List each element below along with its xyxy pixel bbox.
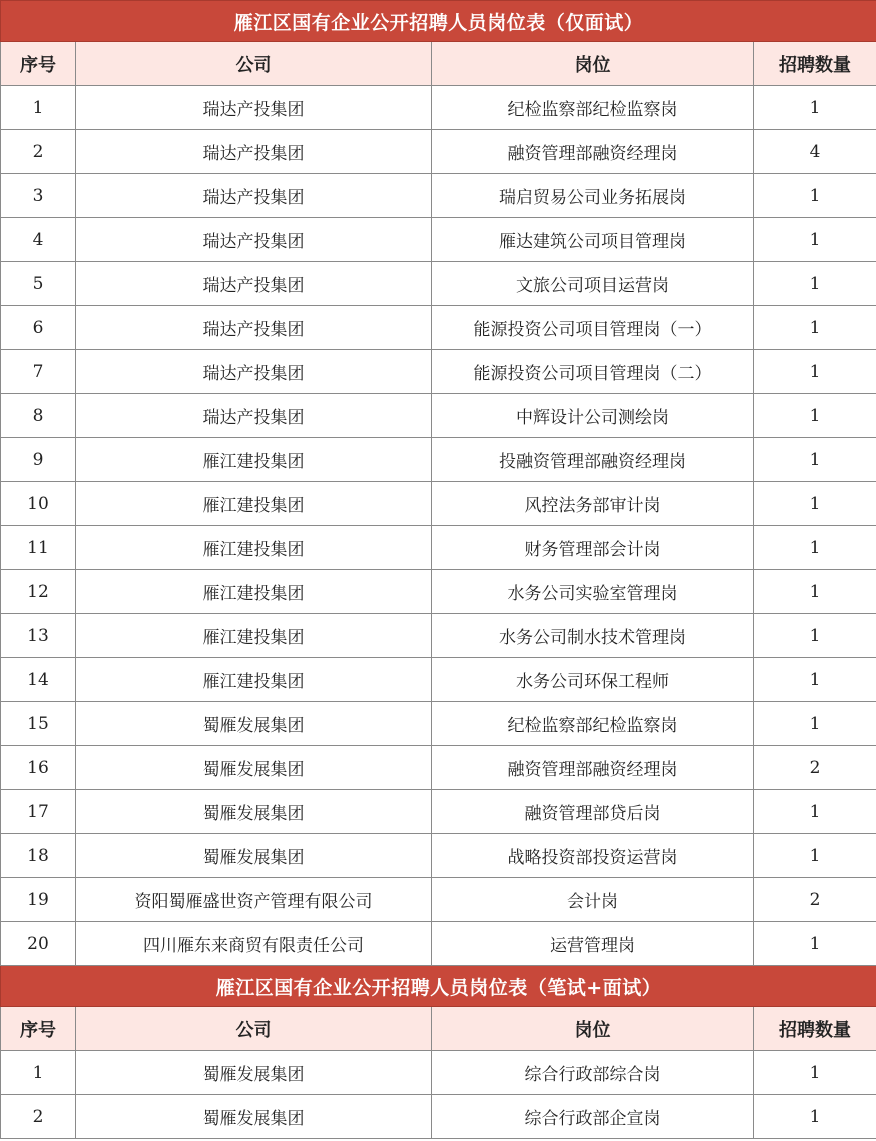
- cell-index: 18: [1, 834, 76, 878]
- cell-index: 20: [1, 922, 76, 966]
- cell-count: 1: [754, 922, 876, 966]
- cell-company: 瑞达产投集团: [76, 350, 432, 394]
- cell-count: 1: [754, 1095, 876, 1139]
- cell-company: 雁江建投集团: [76, 570, 432, 614]
- cell-count: 1: [754, 482, 876, 526]
- table-row: [1, 306, 876, 350]
- cell-position: 纪检监察部纪检监察岗: [432, 702, 754, 746]
- cell-company: 蜀雁发展集团: [76, 702, 432, 746]
- cell-company: 瑞达产投集团: [76, 306, 432, 350]
- cell-index: 13: [1, 614, 76, 658]
- cell-index: 12: [1, 570, 76, 614]
- cell-position: 能源投资公司项目管理岗（一）: [432, 306, 754, 350]
- cell-position: 会计岗: [432, 878, 754, 922]
- cell-count: 1: [754, 394, 876, 438]
- cell-company: 雁江建投集团: [76, 658, 432, 702]
- cell-index: 5: [1, 262, 76, 306]
- cell-count: 1: [754, 262, 876, 306]
- cell-company: 瑞达产投集团: [76, 86, 432, 130]
- cell-count: 1: [754, 218, 876, 262]
- cell-position: 雁达建筑公司项目管理岗: [432, 218, 754, 262]
- section2-header-row: [1, 1007, 876, 1051]
- cell-position: 水务公司实验室管理岗: [432, 570, 754, 614]
- cell-index: 10: [1, 482, 76, 526]
- cell-count: 2: [754, 746, 876, 790]
- cell-position: 运营管理岗: [432, 922, 754, 966]
- cell-position: 风控法务部审计岗: [432, 482, 754, 526]
- cell-index: 8: [1, 394, 76, 438]
- cell-count: 1: [754, 570, 876, 614]
- section1-header-row: [1, 42, 876, 86]
- table-row: [1, 438, 876, 482]
- table-row: [1, 394, 876, 438]
- cell-index: 9: [1, 438, 76, 482]
- table-row: [1, 922, 876, 966]
- section1-title-row: [1, 1, 876, 42]
- table-row: [1, 130, 876, 174]
- cell-position: 融资管理部融资经理岗: [432, 130, 754, 174]
- cell-company: 蜀雁发展集团: [76, 790, 432, 834]
- table-row: [1, 878, 876, 922]
- cell-company: 蜀雁发展集团: [76, 1051, 432, 1095]
- cell-index: 15: [1, 702, 76, 746]
- cell-count: 1: [754, 834, 876, 878]
- cell-position: 文旅公司项目运营岗: [432, 262, 754, 306]
- cell-company: 雁江建投集团: [76, 614, 432, 658]
- cell-index: 4: [1, 218, 76, 262]
- header-count: 招聘数量: [754, 1007, 876, 1051]
- cell-index: 11: [1, 526, 76, 570]
- cell-count: 1: [754, 438, 876, 482]
- cell-position: 融资管理部融资经理岗: [432, 746, 754, 790]
- cell-company: 瑞达产投集团: [76, 218, 432, 262]
- cell-company: 蜀雁发展集团: [76, 834, 432, 878]
- cell-index: 16: [1, 746, 76, 790]
- table-row: [1, 746, 876, 790]
- header-company: 公司: [76, 42, 432, 86]
- cell-position: 战略投资部投资运营岗: [432, 834, 754, 878]
- cell-company: 雁江建投集团: [76, 438, 432, 482]
- cell-position: 瑞启贸易公司业务拓展岗: [432, 174, 754, 218]
- cell-position: 融资管理部贷后岗: [432, 790, 754, 834]
- cell-company: 蜀雁发展集团: [76, 746, 432, 790]
- cell-position: 投融资管理部融资经理岗: [432, 438, 754, 482]
- cell-count: 1: [754, 702, 876, 746]
- cell-company: 蜀雁发展集团: [76, 1095, 432, 1139]
- table-row: [1, 790, 876, 834]
- cell-count: 4: [754, 130, 876, 174]
- cell-index: 3: [1, 174, 76, 218]
- section2-title-row: [1, 966, 876, 1007]
- cell-index: 2: [1, 130, 76, 174]
- cell-position: 财务管理部会计岗: [432, 526, 754, 570]
- cell-company: 瑞达产投集团: [76, 394, 432, 438]
- cell-count: 2: [754, 878, 876, 922]
- cell-count: 1: [754, 306, 876, 350]
- cell-index: 19: [1, 878, 76, 922]
- cell-position: 综合行政部综合岗: [432, 1051, 754, 1095]
- cell-count: 1: [754, 614, 876, 658]
- cell-position: 综合行政部企宣岗: [432, 1095, 754, 1139]
- cell-company: 雁江建投集团: [76, 482, 432, 526]
- table-row: [1, 658, 876, 702]
- cell-count: 1: [754, 526, 876, 570]
- cell-index: 6: [1, 306, 76, 350]
- table-row: [1, 1051, 876, 1095]
- cell-count: 1: [754, 790, 876, 834]
- header-count: 招聘数量: [754, 42, 876, 86]
- cell-index: 14: [1, 658, 76, 702]
- cell-count: 1: [754, 350, 876, 394]
- section2-title: 雁江区国有企业公开招聘人员岗位表（笔试+面试）: [1, 966, 876, 1007]
- table-row: [1, 350, 876, 394]
- table-row: [1, 218, 876, 262]
- table-row: [1, 86, 876, 130]
- cell-company: 资阳蜀雁盛世资产管理有限公司: [76, 878, 432, 922]
- cell-position: 水务公司制水技术管理岗: [432, 614, 754, 658]
- table-row: [1, 614, 876, 658]
- table-row: [1, 702, 876, 746]
- cell-index: 1: [1, 1051, 76, 1095]
- cell-company: 瑞达产投集团: [76, 174, 432, 218]
- table-row: [1, 482, 876, 526]
- table-row: [1, 1095, 876, 1139]
- cell-index: 2: [1, 1095, 76, 1139]
- table-row: [1, 834, 876, 878]
- table-row: [1, 174, 876, 218]
- cell-index: 17: [1, 790, 76, 834]
- cell-company: 雁江建投集团: [76, 526, 432, 570]
- cell-position: 纪检监察部纪检监察岗: [432, 86, 754, 130]
- table-body: [1, 1, 876, 1139]
- cell-count: 1: [754, 86, 876, 130]
- header-position: 岗位: [432, 1007, 754, 1051]
- cell-company: 四川雁东来商贸有限责任公司: [76, 922, 432, 966]
- section1-title: 雁江区国有企业公开招聘人员岗位表（仅面试）: [1, 1, 876, 42]
- table-row: [1, 262, 876, 306]
- header-index: 序号: [1, 1007, 76, 1051]
- cell-company: 瑞达产投集团: [76, 262, 432, 306]
- cell-index: 7: [1, 350, 76, 394]
- cell-count: 1: [754, 174, 876, 218]
- cell-position: 水务公司环保工程师: [432, 658, 754, 702]
- cell-count: 1: [754, 1051, 876, 1095]
- table-row: [1, 526, 876, 570]
- cell-count: 1: [754, 658, 876, 702]
- table-row: [1, 570, 876, 614]
- cell-index: 1: [1, 86, 76, 130]
- header-position: 岗位: [432, 42, 754, 86]
- cell-position: 能源投资公司项目管理岗（二）: [432, 350, 754, 394]
- cell-company: 瑞达产投集团: [76, 130, 432, 174]
- cell-position: 中辉设计公司测绘岗: [432, 394, 754, 438]
- header-index: 序号: [1, 42, 76, 86]
- header-company: 公司: [76, 1007, 432, 1051]
